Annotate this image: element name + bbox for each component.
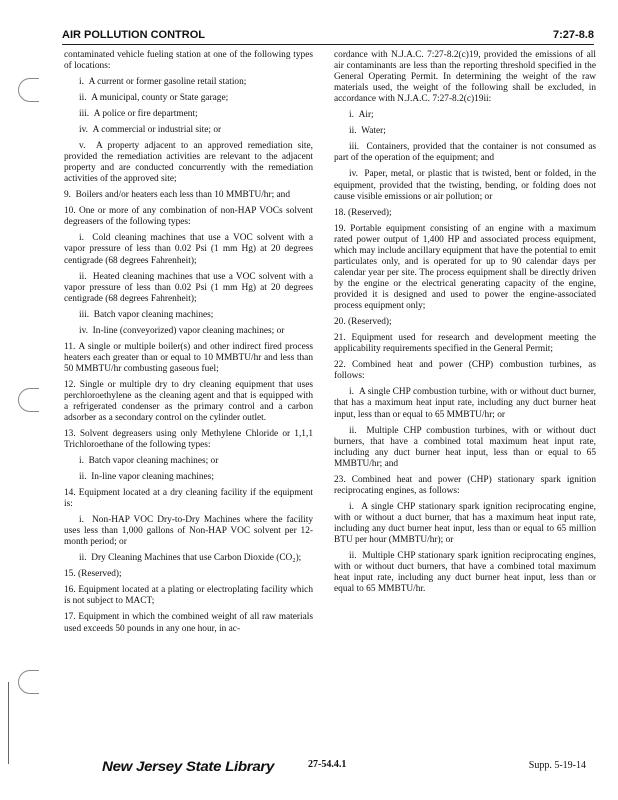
- subparagraph: i. Batch vapor cleaning machines; or: [79, 456, 219, 467]
- paragraph: 18. (Reserved);: [334, 207, 392, 218]
- subparagraph: iv. In-line (conveyorized) vapor cleaning machines; or: [79, 325, 285, 336]
- paragraph: 21. Equipment used for research and development meeting the applicability requirements specified in the General Permit;: [334, 333, 596, 355]
- subparagraph: i. Cold cleaning machines that use a VOC solvent with a vapor pressure of less than 0.02 Psi (1 mm Hg) at 20 degrees centigrade (68 degrees Fahrenheit);: [64, 233, 313, 266]
- page-number: 27-54.4.1: [308, 759, 347, 770]
- paragraph: 12. Single or multiple dry to dry cleaning equipment that uses perchloroethylene as the cleaning agent and that is equipped with a refrigerated condenser as the primary control and a carbon adsorber as a secondary control on the cylinder outlet.: [64, 379, 313, 424]
- paragraph: 19. Portable equipment consisting of an engine with a maximum rated power output of 1,400 HP and associated process equipment, which may include ancillary equipment that have the potential to emit particulates only, and is operated for up to 90 calendar days per calendar year per site. The process equipment shall be directly driven by the engine or the electrical generating capacity of the engine, provided it is designed and used to power the engine-associated process equipment only;: [334, 223, 596, 312]
- paragraph: 14. Equipment located at a dry cleaning facility if the equipment is:: [64, 488, 313, 510]
- subparagraph: ii. Water;: [349, 126, 386, 137]
- paragraph: 11. A single or multiple boiler(s) and other indirect fired process heaters each greater than or equal to 10 MMBTU/hr and less than 50 MMBTU/hr combusting gaseous fuel;: [64, 341, 313, 374]
- subparagraph: i. Non-HAP VOC Dry-to-Dry Machines where the facility uses less than 1,000 gallons of Non-HAP VOC solvent per 12-month period; or: [64, 515, 313, 548]
- subparagraph: v. A property adjacent to an approved remediation site, provided the remediation activities are relevant to the adjacent property and are conducted concurrently with the remediation activities of the approved site;: [64, 141, 313, 185]
- paragraph: 15. (Reserved);: [64, 569, 122, 580]
- subparagraph: ii. Heated cleaning machines that use a VOC solvent with a vapor pressure of less than 0.02 Psi (1 mm Hg) at 20 degrees centigrade (68 degrees Fahrenheit);: [64, 271, 313, 304]
- paragraph: 10. One or more of any combination of non-HAP VOCs solvent degreasers of the following types:: [64, 206, 313, 228]
- paragraph: 22. Combined heat and power (CHP) combustion turbines, as follows:: [334, 360, 596, 382]
- binder-hole-mark: [18, 670, 39, 694]
- scan-edge-line: [8, 682, 9, 764]
- left-column: [64, 50, 313, 640]
- subparagraph: ii. Dry Cleaning Machines that use Carbon Dioxide (CO₂);: [79, 553, 302, 564]
- subparagraph: iii. Containers, provided that the container is not consumed as part of the operation of the equipment; and: [334, 142, 596, 164]
- binder-hole-mark: [18, 388, 39, 412]
- paragraph: 20. (Reserved);: [334, 317, 392, 328]
- subparagraph: i. A current or former gasoline retail station;: [79, 77, 247, 88]
- subparagraph: ii. Multiple CHP combustion turbines, with or without duct burners, that have a combined total maximum heat input rate, including any duct burner heat input, less than or equal to 65 MMBTU/hr; and: [334, 425, 596, 469]
- paragraph: 13. Solvent degreasers using only Methylene Chloride or 1,1,1 Trichloroethane of the following types:: [64, 429, 313, 451]
- running-header: [62, 26, 594, 45]
- subparagraph: iv. Paper, metal, or plastic that is twisted, bent or folded, in the equipment, provided that the twisting, bending, or folding does not cause visible emissions or air pollution; or: [334, 169, 596, 202]
- header-section-code: 7:27-8.8: [553, 29, 594, 41]
- right-column: [334, 50, 596, 600]
- subparagraph: ii. A municipal, county or State garage;: [79, 93, 229, 104]
- subparagraph: i. Air;: [349, 110, 374, 121]
- library-stamp: New Jersey State Library: [102, 758, 275, 774]
- subparagraph: iv. A commercial or industrial site; or: [79, 125, 222, 136]
- supplement-date: Supp. 5-19-14: [528, 760, 586, 771]
- paragraph: cordance with N.J.A.C. 7:27-8.2(c)19, provided the emissions of all air contaminants are less than the reporting threshold specified in the General Operating Permit. In determining the weight of the raw materials used, the weight of the following shall be excluded, in accordance with N.J.A.C. 7:27-8.2(c)19ii:: [334, 50, 596, 105]
- subparagraph: i. A single CHP stationary spark ignition reciprocating engine, with or without a duct burner, that has a maximum heat input rate, including any duct burner heat input, less than or equal to 65 million BTU per hour (MMBTU/hr); or: [334, 501, 596, 546]
- header-section-title: AIR POLLUTION CONTROL: [62, 29, 205, 41]
- subparagraph: ii. Multiple CHP stationary spark ignition reciprocating engines, with or without duct burners, that have a combined total maximum heat input rate, including any duct burner heat input, less than or equal to 65 MMBTU/hr.: [334, 551, 596, 595]
- binder-hole-mark: [18, 78, 39, 102]
- paragraph: 17. Equipment in which the combined weight of all raw materials used exceeds 50 pounds in any one hour, in ac-: [64, 612, 313, 634]
- paragraph: contaminated vehicle fueling station at one of the following types of locations:: [64, 50, 313, 72]
- subparagraph: iii. Batch vapor cleaning machines;: [79, 309, 214, 320]
- paragraph: 16. Equipment located at a plating or electroplating facility which is not subject to MACT;: [64, 585, 313, 607]
- paragraph: 23. Combined heat and power (CHP) stationary spark ignition reciprocating engines, as follows:: [334, 474, 596, 496]
- subparagraph: iii. A police or fire department;: [79, 109, 198, 120]
- paragraph: 9. Boilers and/or heaters each less than 10 MMBTU/hr; and: [64, 190, 291, 201]
- subparagraph: i. A single CHP combustion turbine, with or without duct burner, that has a maximum heat input rate, including any duct burner heat input, less than or equal to 65 MMBTU/hr; or: [334, 387, 596, 420]
- subparagraph: ii. In-line vapor cleaning machines;: [79, 472, 214, 483]
